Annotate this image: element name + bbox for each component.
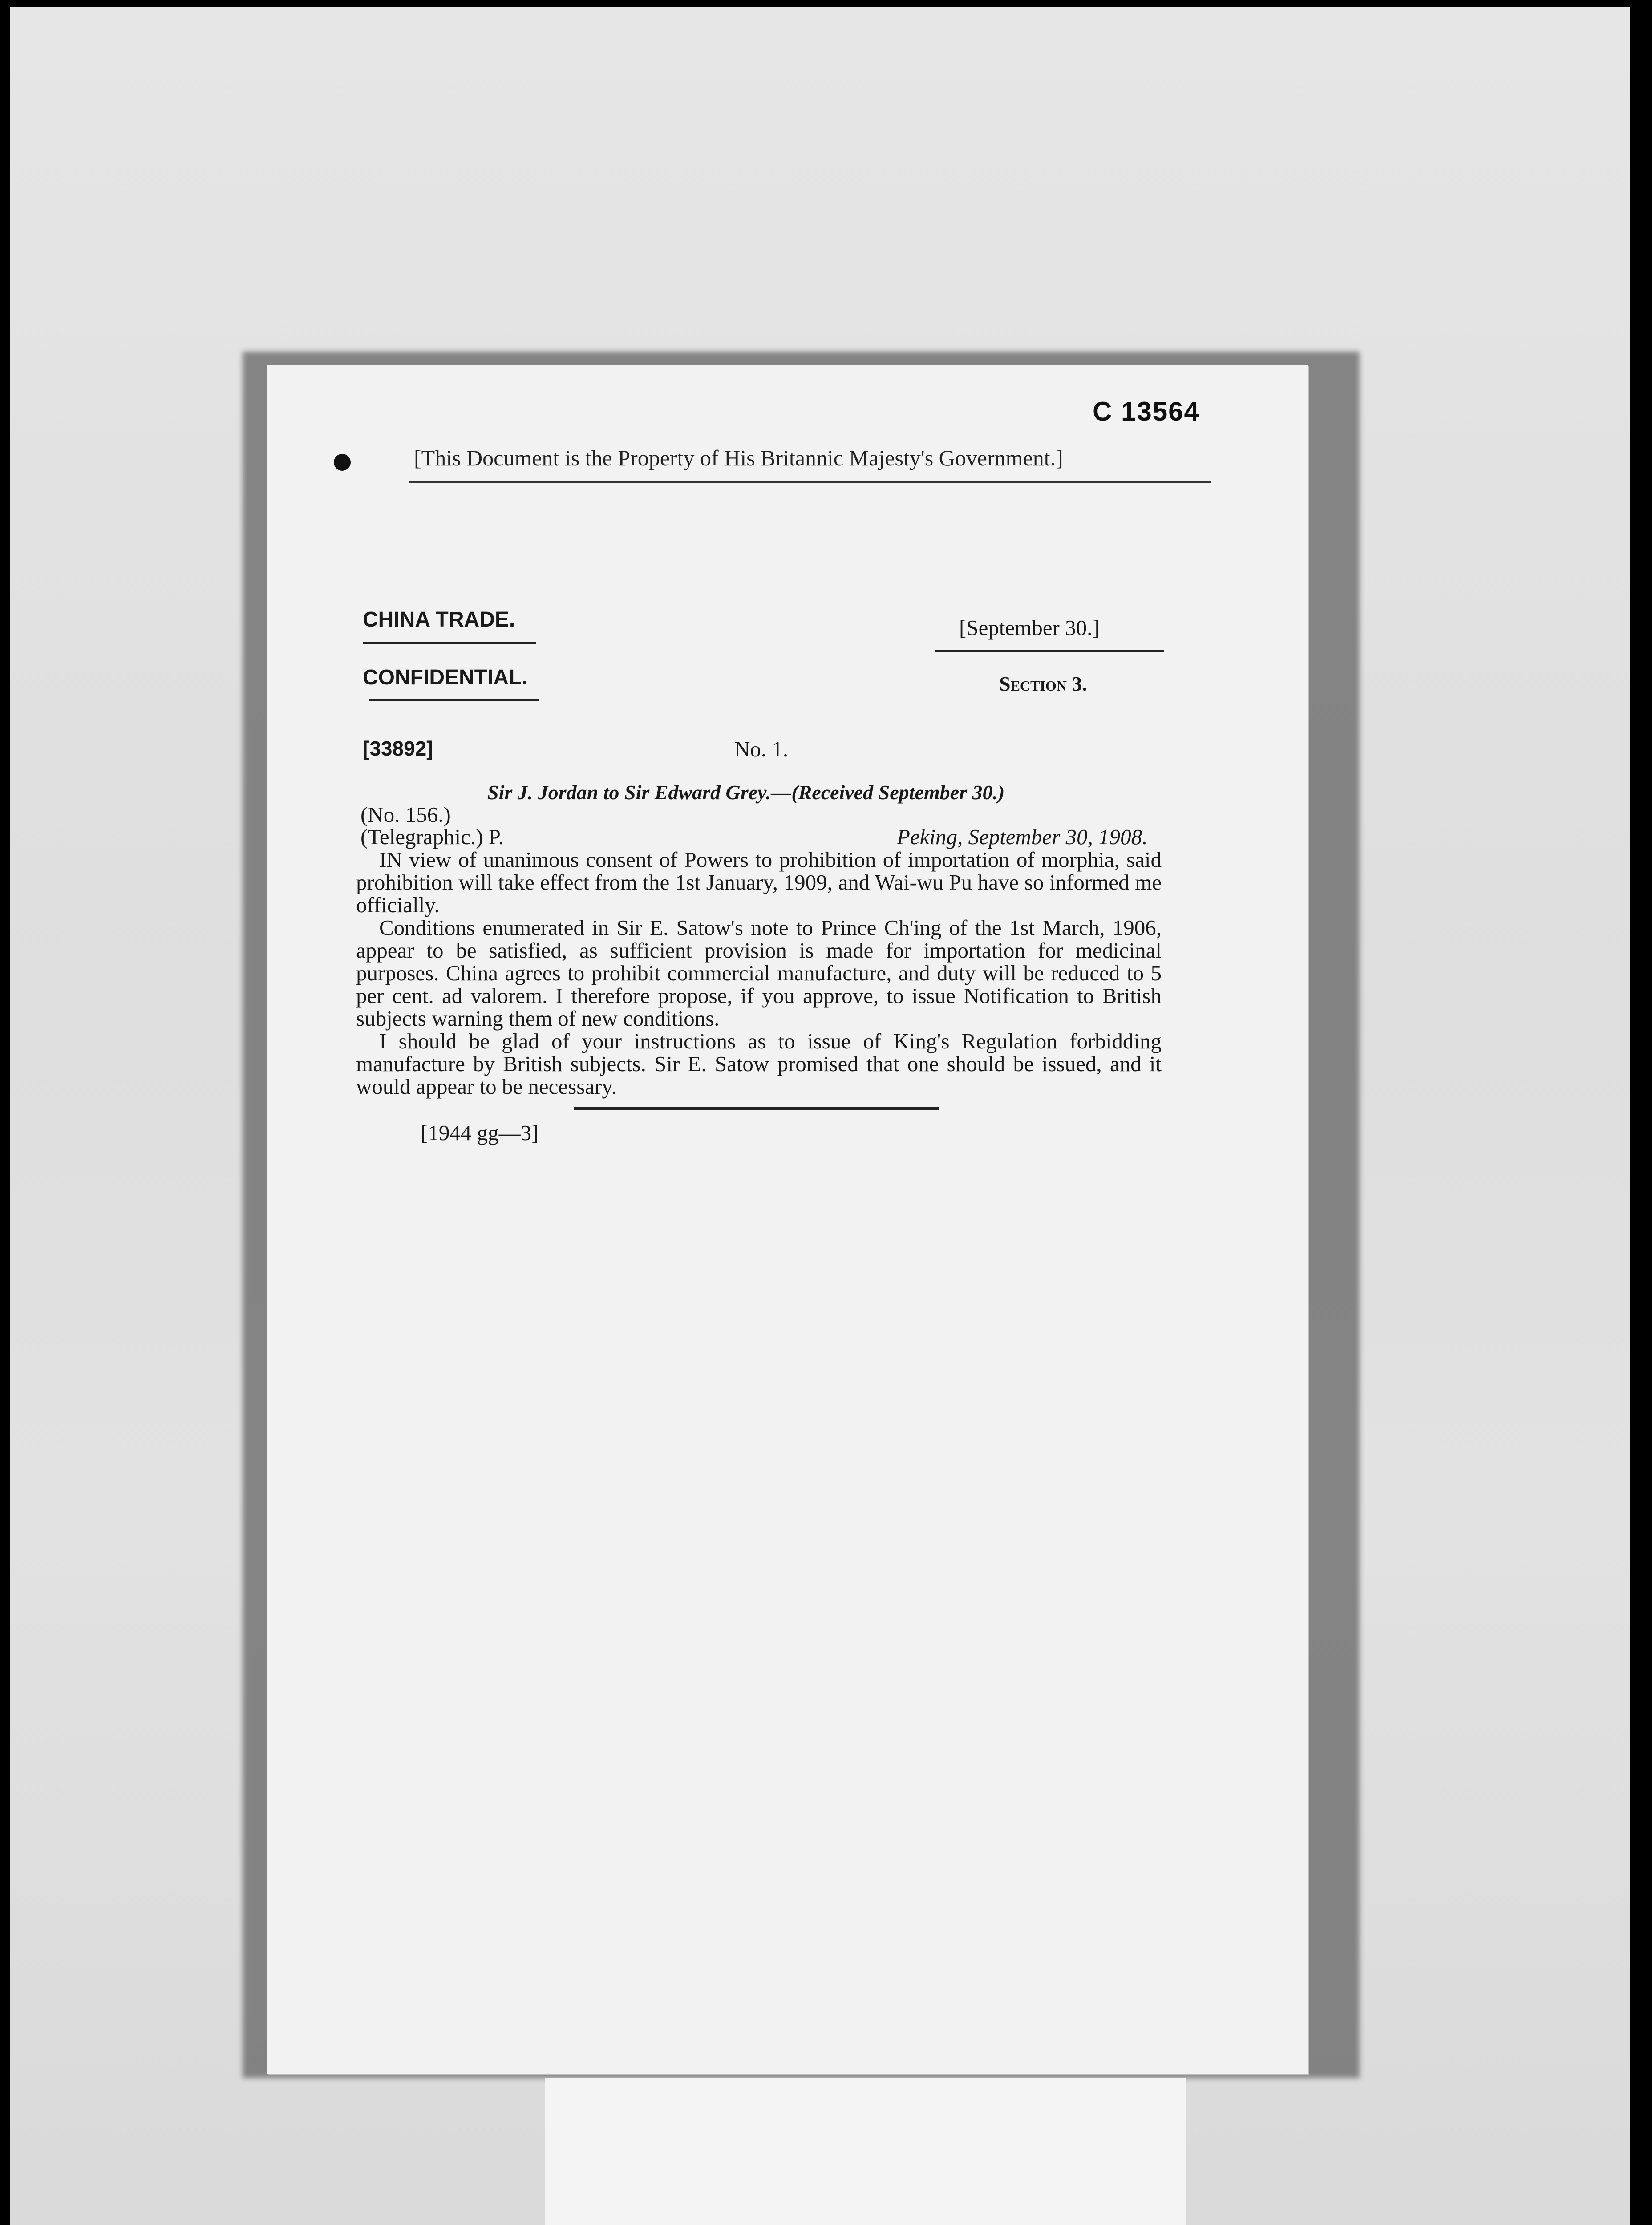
paragraph-3: I should be glad of your instructions as to issue of King's Regulation forbidding manufacture by British subjects. Sir E. Satow promised that one should be issued, and it would appear to be necessary.	[356, 1029, 1162, 1099]
section-label: Section 3.	[999, 672, 1087, 695]
sender-line: Sir J. Jordan to Sir Edward Grey.—(Received September 30.)	[487, 781, 1005, 804]
classification-heading: CONFIDENTIAL.	[363, 666, 528, 689]
document-reference: C 13564	[1093, 396, 1200, 426]
file-number: [33892]	[363, 737, 433, 760]
date-bracket: [September 30.]	[959, 615, 1100, 640]
punch-hole-mark	[334, 454, 351, 471]
paragraph-1: IN view of unanimous consent of Powers to prohibition of importation of morphia, said prohibition will take effect from the 1st January, 1909, and Wai-wu Pu have so informed me officially.	[356, 847, 1162, 917]
print-code: [1944 gg—3]	[421, 1121, 539, 1145]
paragraph-2: Conditions enumerated in Sir E. Satow's note to Prince Ch'ing of the 1st March, 1906, appear to be satisfied, as sufficient provision is made for importation for medicinal purposes. China agrees to prohibit commercial manufacture, and duty will be reduced to 5 per cent. ad valorem. I therefore propose, if you approve, to issue Notification to British subjects warning them of new conditions.	[356, 915, 1162, 1031]
telegram-type: (Telegraphic.) P.	[360, 825, 504, 849]
closing-rule	[574, 1107, 939, 1110]
item-number: No. 1.	[734, 737, 789, 761]
date-rule	[935, 650, 1164, 652]
subject-underline	[363, 642, 536, 644]
property-notice: [This Document is the Property of His Britannic Majesty's Government.]	[414, 445, 1063, 470]
telegram-body	[356, 848, 1162, 1098]
place-date: Peking, September 30, 1908.	[897, 825, 1148, 849]
document-page	[267, 365, 1308, 2074]
telegram-number: (No. 156.)	[360, 802, 451, 827]
property-notice-underline	[409, 481, 1211, 483]
archive-label-card	[545, 2078, 1186, 2225]
classification-underline	[369, 699, 539, 701]
subject-heading: CHINA TRADE.	[363, 608, 515, 631]
